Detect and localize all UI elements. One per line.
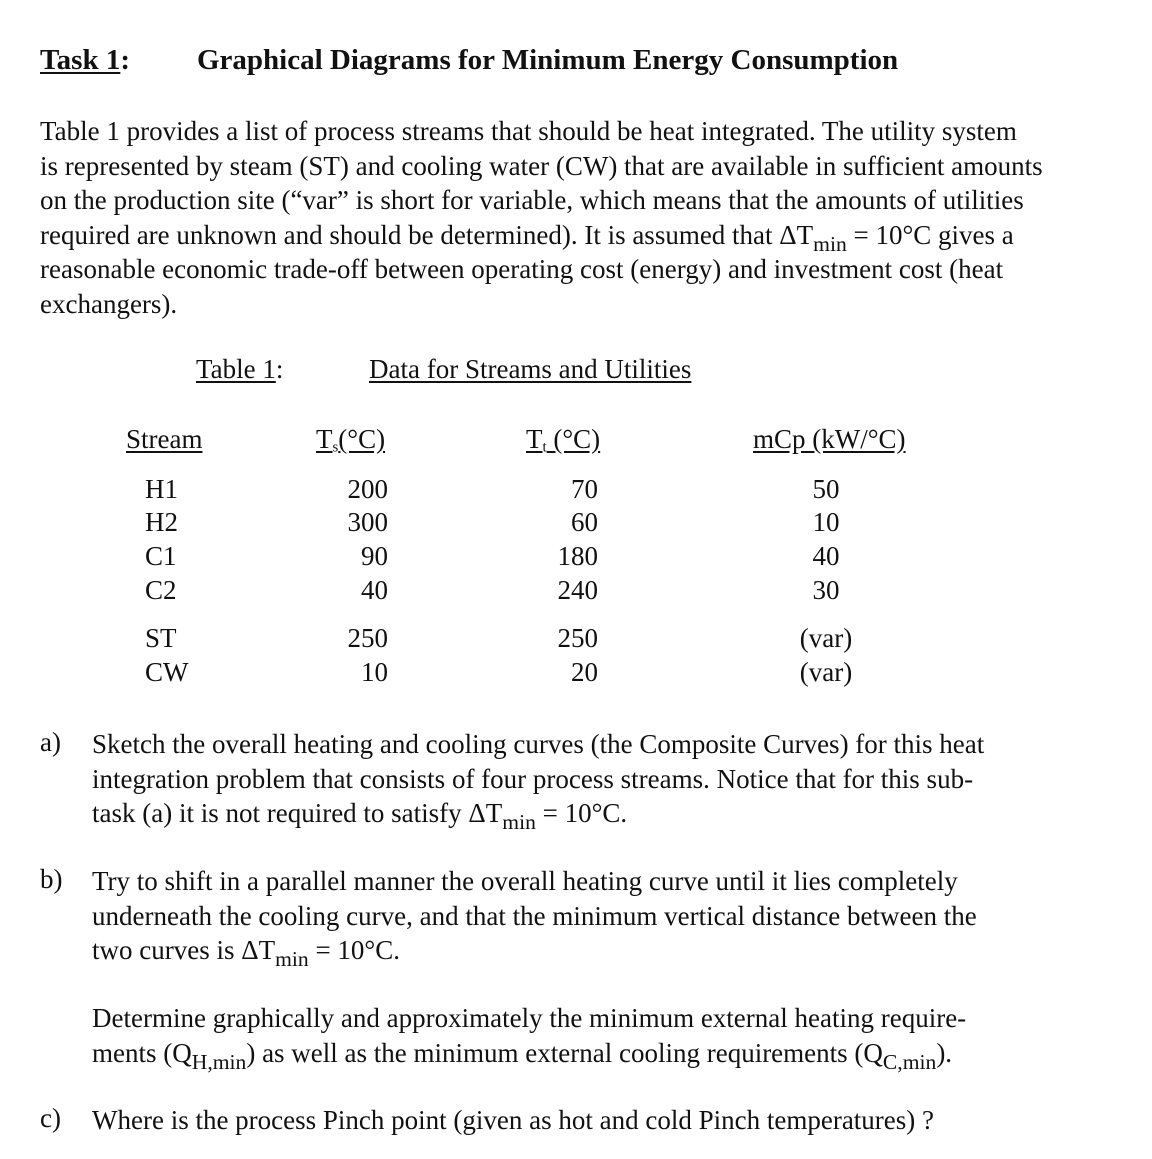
intro-paragraph <box>40 114 1140 321</box>
header-mcp: mCp (kW/°C) <box>753 424 906 454</box>
cell-tt: 60 <box>571 507 598 537</box>
question-a-text: Sketch the overall heating and cooling curves (the Composite Curves) for this heat integration problem that consists of four process streams. Notice that for this sub- task (a) it is not required to satisfy $\Delta T_{min} = 10^\circ C$. <box>92 729 985 834</box>
cell-ts: 300 <box>347 507 388 537</box>
task-heading <box>40 44 899 77</box>
cell-stream: H2 <box>145 507 178 537</box>
question-c-label: c) <box>40 1103 61 1133</box>
header-target-temp: $T_t$ (°C) <box>526 424 601 456</box>
task-colon: : <box>120 44 131 76</box>
intro-line: exchangers). <box>40 288 178 319</box>
cell-stream: H1 <box>145 474 178 504</box>
cell-stream: C2 <box>145 575 177 605</box>
cell-ts: 250 <box>347 623 388 653</box>
cell-tt: 70 <box>571 474 598 504</box>
cell-stream: C1 <box>145 541 177 571</box>
cell-mcp: 10 <box>812 507 840 537</box>
cell-tt: 180 <box>557 541 598 571</box>
header-stream: Stream <box>126 424 203 454</box>
question-b-text: Try to shift in a parallel manner the overall heating curve until it lies completely underneath the cooling curve, and that the minimum vertical distance between the two curves is $\Delta T_{min} = 10^\circ C$. <box>92 866 977 971</box>
intro-line: Table 1 provides a list of process streams that should be heat integrated. The utility system <box>40 116 1017 146</box>
task-label: Task 1 <box>40 44 121 76</box>
question-b-followup: Determine graphically and approximately the minimum external heating require- ments $(Q_{H,min})$ as well as the minimum external cooling requirements $(Q_{C,min})$. <box>92 1003 967 1074</box>
cell-tt: 250 <box>557 623 598 653</box>
cell-stream: CW <box>145 657 189 687</box>
header-supply-temp: $T_s(^\circ C)$ <box>316 424 386 456</box>
cell-tt: 20 <box>571 657 598 687</box>
question-b-label: b) <box>40 864 63 894</box>
cell-ts: 200 <box>347 474 388 504</box>
cell-stream: ST <box>145 623 177 653</box>
intro-line: is represented by steam (ST) and cooling water (CW) that are available in sufficient amounts <box>40 150 1043 181</box>
question-c-text: Where is the process Pinch point (given as hot and cold Pinch temperatures) ? <box>92 1105 935 1135</box>
cell-ts: 40 <box>361 575 388 605</box>
cell-ts: 10 <box>361 657 388 687</box>
intro-line: reasonable economic trade-off between operating cost (energy) and investment cost (heat <box>40 254 1004 284</box>
cell-mcp: 50 <box>812 474 840 504</box>
cell-ts: 90 <box>361 541 388 571</box>
intro-line: required are unknown and should be determined). It is assumed that $\Delta T_{min} = 10^\circ C$ gives a <box>40 219 1014 256</box>
question-a-label: a) <box>40 727 61 757</box>
cell-mcp: (var) <box>799 623 853 653</box>
cell-mcp: 30 <box>812 575 840 605</box>
intro-line: on the production site (“var” is short for variable, which means that the amounts of utilities <box>40 185 1024 215</box>
table-caption-title: Data for Streams and Utilities <box>369 354 692 384</box>
cell-tt: 240 <box>557 575 598 605</box>
cell-mcp: (var) <box>799 657 853 687</box>
cell-mcp: 40 <box>812 541 840 571</box>
task-title: Graphical Diagrams for Minimum Energy Consumption <box>197 44 899 76</box>
table-caption-label: Table 1: <box>196 354 284 384</box>
